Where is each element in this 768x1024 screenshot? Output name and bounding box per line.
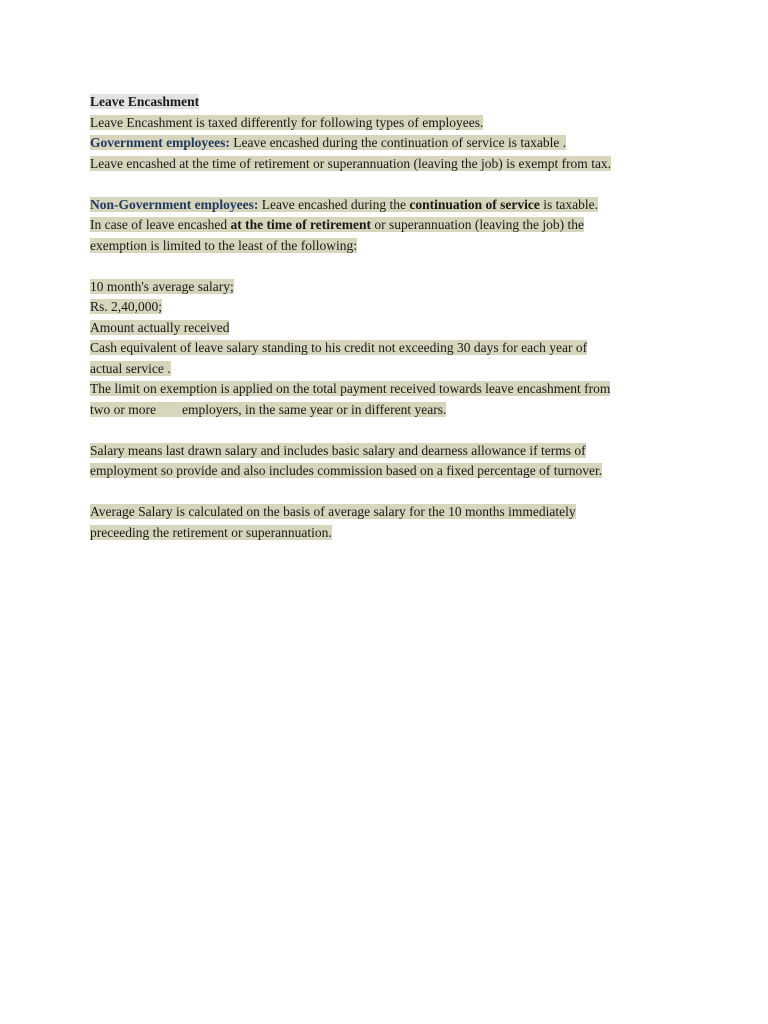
government-line-2 bbox=[90, 154, 690, 175]
intro-text: Leave Encashment is taxed differently for following types of employees. bbox=[90, 114, 484, 130]
document-page bbox=[90, 92, 690, 543]
limit-line bbox=[90, 379, 690, 400]
list-item-amount-cap: Rs. 2,40,000; bbox=[90, 299, 163, 314]
average-definition-line-2 bbox=[90, 523, 690, 544]
average-definition-line bbox=[90, 502, 690, 523]
list-item bbox=[90, 338, 690, 359]
non-government-line-2 bbox=[90, 215, 690, 236]
salary-definition-1: Salary means last drawn salary and includes basic salary and dearness allowance if terms of bbox=[90, 442, 586, 458]
list-item-cash-equivalent-cont: actual service . bbox=[90, 360, 171, 376]
non-government-line2-b: or superannuation (leaving the job) the bbox=[371, 217, 584, 232]
non-government-line3: exemption is limited to the least of the following: bbox=[90, 237, 357, 253]
non-government-label: Non-Government employees: bbox=[90, 196, 259, 212]
spacer bbox=[90, 482, 690, 503]
document-title: Leave Encashment bbox=[90, 94, 200, 109]
government-label: Government employees: bbox=[90, 135, 230, 150]
list-item bbox=[90, 297, 690, 318]
non-government-text-b: is taxable. bbox=[539, 196, 599, 212]
list-item-cash-equivalent: Cash equivalent of leave salary standing to his credit not exceeding 30 days for each year of bbox=[90, 340, 588, 355]
non-government-bold-a: continuation of service bbox=[409, 196, 540, 212]
non-government-line bbox=[90, 195, 690, 216]
title-line bbox=[90, 92, 690, 113]
list-item-actual-amount: Amount actually received bbox=[90, 319, 230, 335]
government-line bbox=[90, 133, 690, 154]
spacer bbox=[90, 174, 690, 195]
salary-definition-line-2 bbox=[90, 461, 690, 482]
limit-text-1: The limit on exemption is applied on the total payment received towards leave encashment from bbox=[90, 381, 611, 396]
government-text: Leave encashed during the continuation of service is taxable . bbox=[229, 135, 567, 150]
non-government-line2-bold: at the time of retirement bbox=[230, 217, 371, 232]
non-government-line-3 bbox=[90, 236, 690, 257]
list-item bbox=[90, 277, 690, 298]
intro-line bbox=[90, 113, 690, 134]
salary-definition-line bbox=[90, 441, 690, 462]
non-government-text-a: Leave encashed during the bbox=[258, 196, 410, 212]
spacer bbox=[90, 420, 690, 441]
limit-text-2b: employers, in the same year or in different years. bbox=[181, 401, 447, 417]
list-item-continued bbox=[90, 359, 690, 380]
list-item bbox=[90, 318, 690, 339]
non-government-line2-a: In case of leave encashed bbox=[90, 217, 231, 232]
spacer bbox=[90, 256, 690, 277]
list-item-average-salary: 10 month's average salary; bbox=[90, 278, 234, 294]
limit-text-2a: two or more bbox=[90, 401, 156, 417]
government-retirement-text: Leave encashed at the time of retirement or superannuation (leaving the job) is exempt from tax. bbox=[90, 155, 612, 171]
limit-line-2 bbox=[90, 400, 690, 421]
average-definition-1: Average Salary is calculated on the basis of average salary for the 10 months immediately bbox=[90, 504, 576, 519]
average-definition-2: preceeding the retirement or superannuation. bbox=[90, 524, 332, 540]
salary-definition-2: employment so provide and also includes commission based on a fixed percentage of turnover. bbox=[90, 463, 603, 478]
